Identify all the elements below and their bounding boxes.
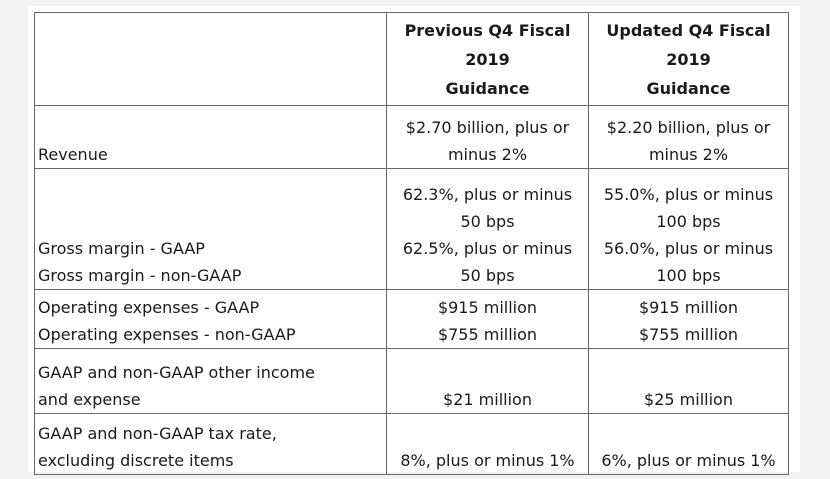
row-label-line: Operating expenses - GAAP [38, 298, 260, 317]
value-line: 8%, plus or minus 1% [400, 451, 575, 470]
value-line: $755 million [638, 325, 739, 344]
value-line: 100 bps [656, 212, 721, 231]
header-updated-line: 2019 [666, 49, 711, 69]
value-line: 56.0%, plus or minus [603, 239, 774, 258]
updated-value [589, 106, 789, 169]
value-line: minus 2% [447, 145, 528, 164]
row-label-line: GAAP and non-GAAP tax rate, [38, 424, 277, 443]
row-label-line: and expense [38, 390, 141, 409]
value-line: $2.20 billion, plus or [606, 118, 771, 137]
header-updated-line: Updated Q4 Fiscal [606, 20, 771, 40]
header-updated-line: Guidance [646, 78, 731, 98]
document-frame [28, 6, 800, 472]
value-line: 62.5%, plus or minus [402, 239, 573, 258]
value-line: 62.3%, plus or minus [402, 185, 573, 204]
row-label-line: Gross margin - non-GAAP [38, 266, 242, 285]
row-label-line: GAAP and non-GAAP other income [38, 363, 315, 382]
row-label [35, 414, 387, 475]
header-label-cell [35, 13, 387, 106]
header-previous-line: 2019 [465, 49, 510, 69]
row-label [35, 169, 387, 290]
updated-value [589, 169, 789, 290]
updated-value [589, 349, 789, 414]
row-label-line: Revenue [38, 145, 108, 164]
previous-value [387, 414, 589, 475]
table-row-tax-rate [35, 414, 789, 475]
value-line: $915 million [437, 298, 538, 317]
value-line: 100 bps [656, 266, 721, 285]
header-updated-guidance [589, 13, 789, 106]
row-label-line: Operating expenses - non-GAAP [38, 325, 296, 344]
table-row-operating-expenses [35, 290, 789, 349]
previous-value [387, 349, 589, 414]
row-label-line: Gross margin - GAAP [38, 239, 205, 258]
value-line: $2.70 billion, plus or [405, 118, 570, 137]
header-previous-line: Guidance [445, 78, 530, 98]
row-label [35, 349, 387, 414]
value-line: $755 million [437, 325, 538, 344]
updated-value [589, 290, 789, 349]
previous-value [387, 106, 589, 169]
table-row-other-income [35, 349, 789, 414]
header-previous-line: Previous Q4 Fiscal [404, 20, 571, 40]
header-previous-guidance [387, 13, 589, 106]
row-label [35, 290, 387, 349]
value-line: $25 million [644, 390, 733, 409]
previous-value [387, 290, 589, 349]
value-line: $21 million [443, 390, 532, 409]
previous-value [387, 169, 589, 290]
header-row [35, 13, 789, 106]
value-line: 50 bps [460, 266, 515, 285]
row-label [35, 106, 387, 169]
value-line: 50 bps [460, 212, 515, 231]
value-line: 6%, plus or minus 1% [601, 451, 776, 470]
table-row-revenue [35, 106, 789, 169]
guidance-table [34, 12, 789, 475]
table-row-gross-margin [35, 169, 789, 290]
value-line: 55.0%, plus or minus [603, 185, 774, 204]
row-label-line: excluding discrete items [38, 451, 234, 470]
value-line: $915 million [638, 298, 739, 317]
value-line: minus 2% [648, 145, 729, 164]
updated-value [589, 414, 789, 475]
